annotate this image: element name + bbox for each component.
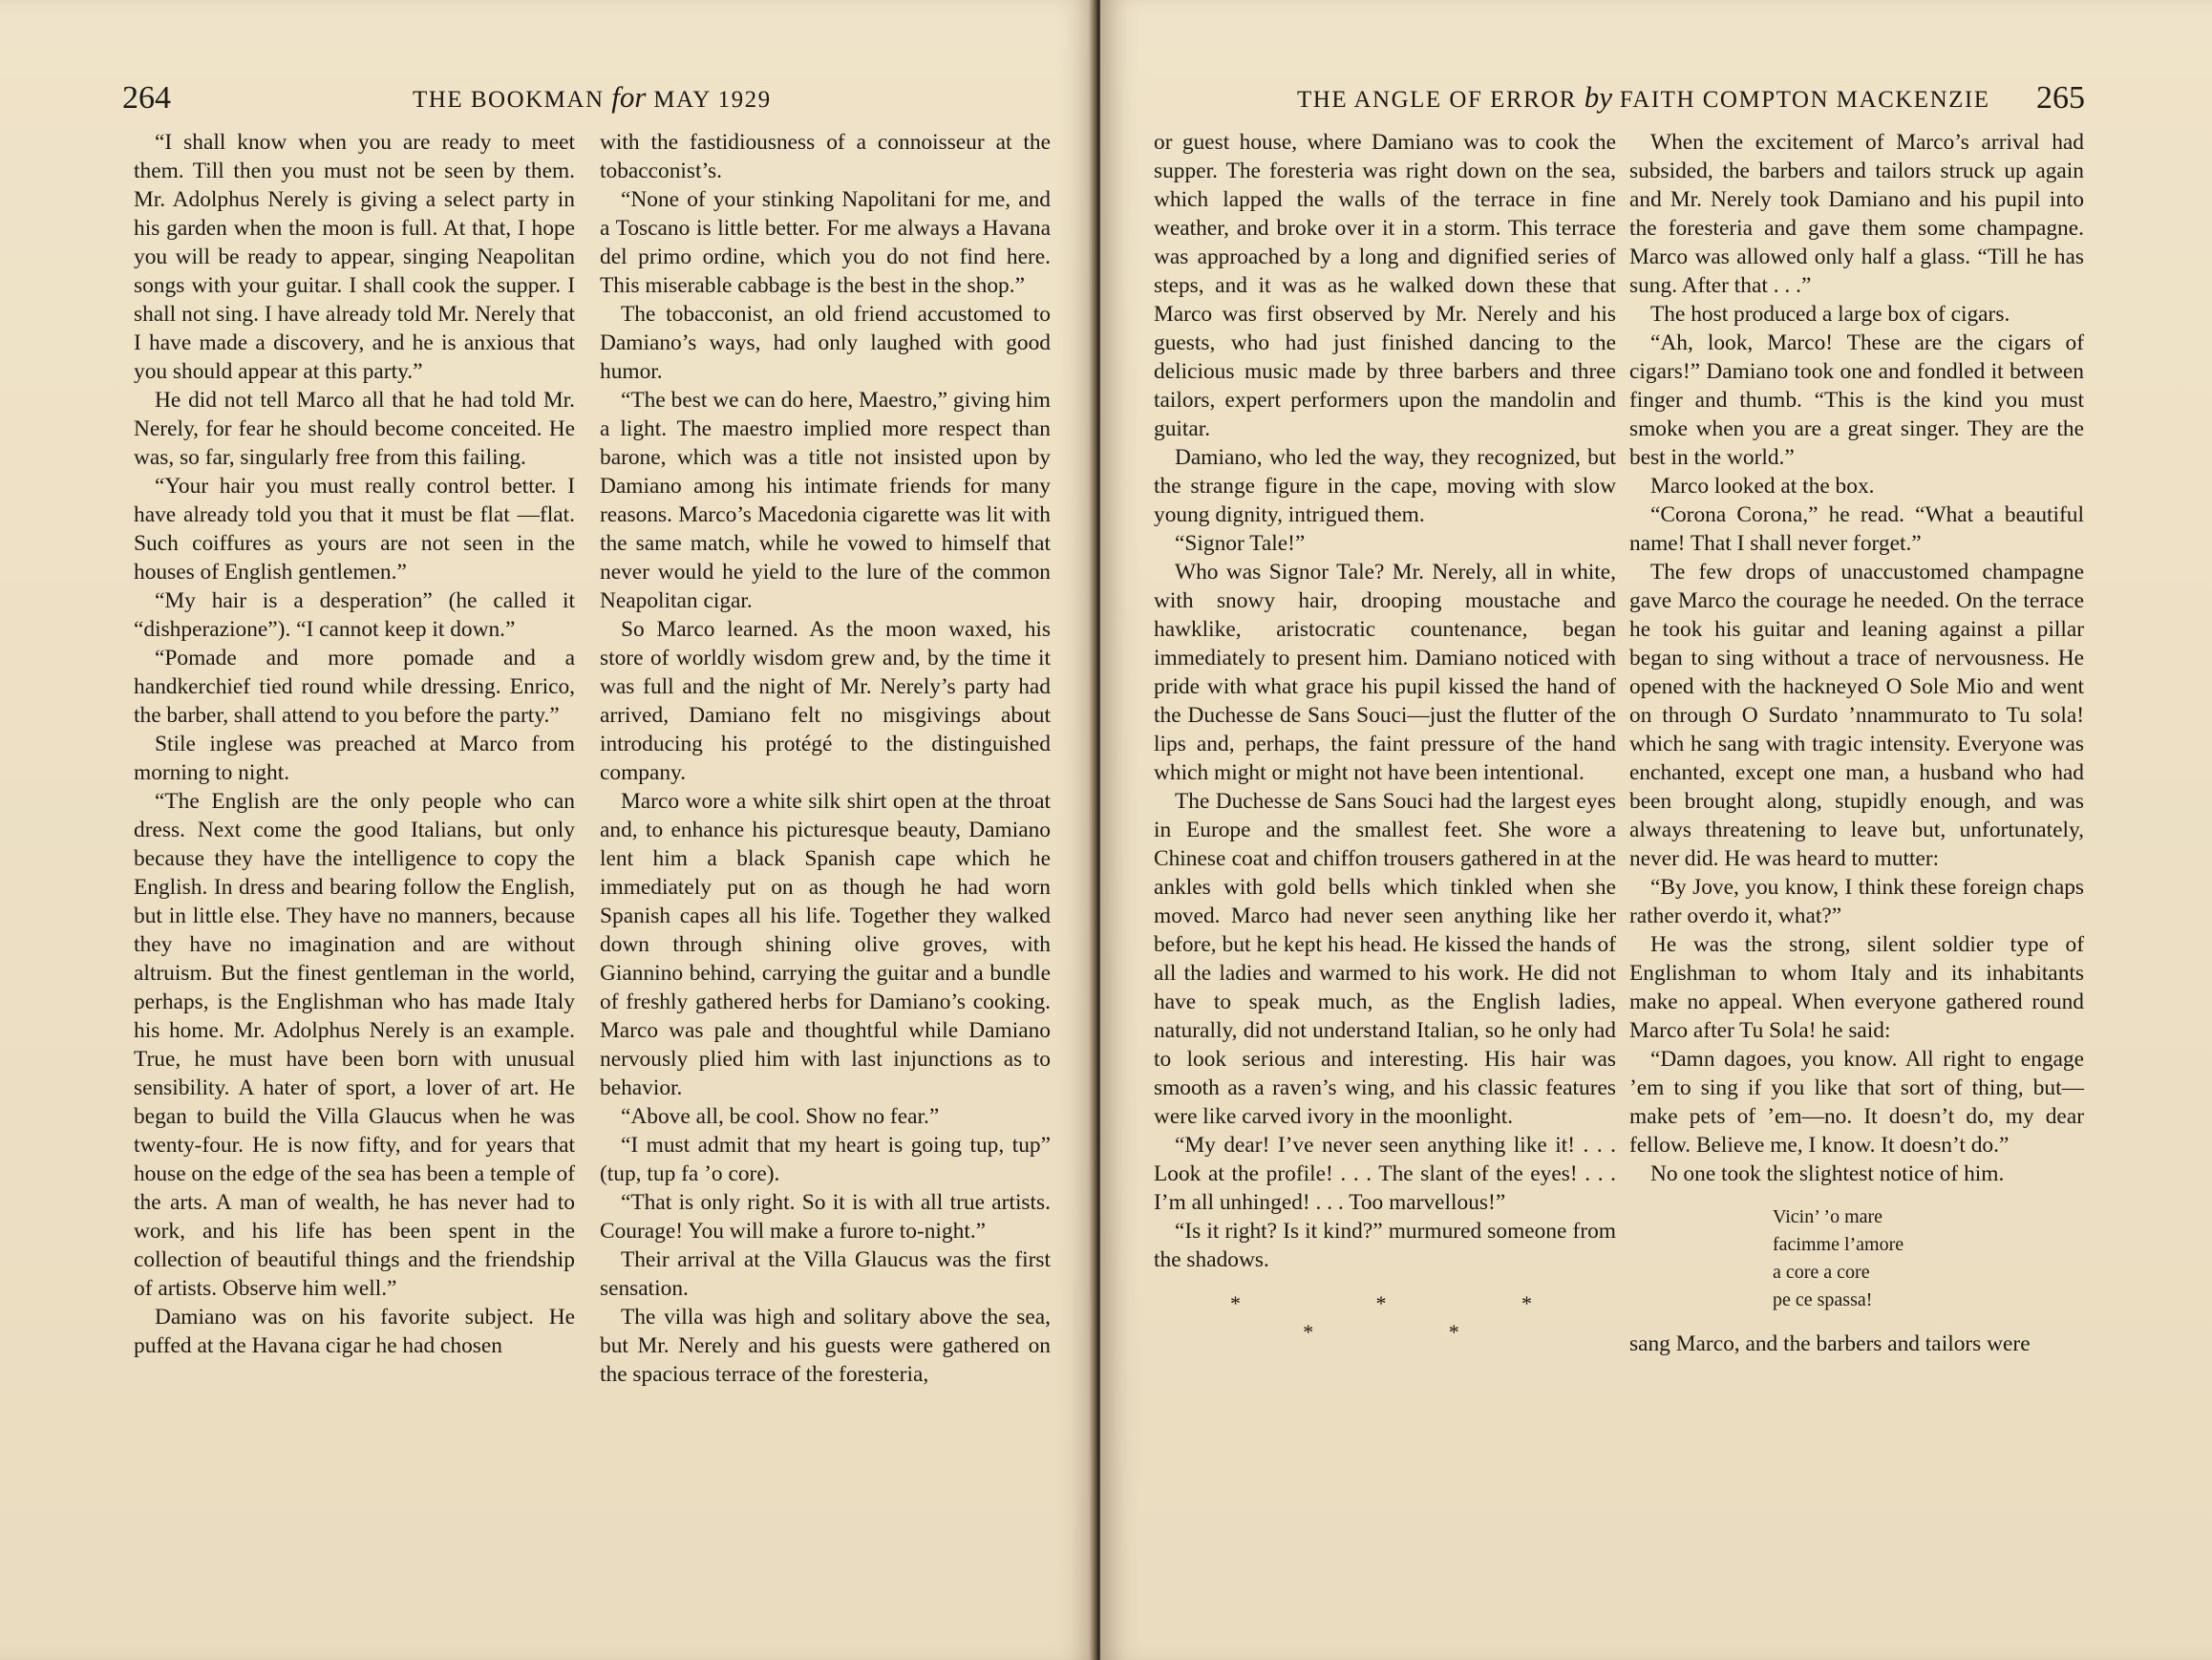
paragraph: “I shall know when you are ready to meet them. Till then you must not be seen by them. Mr. Adolphus Nerely is giving a select party in his garden when the moon is full. At that, I hope you will be ready to appear, singing Neapolitan songs with your guitar. I shall cook the supper. I shall not sing. I have already told Mr. Nerely that I have made a discovery, and he is anxious that you should appear at this party.”	[134, 130, 575, 384]
page-number-right	[2036, 80, 2085, 117]
paragraph: or guest house, where Damiano was to cook the supper. The foresteria was right down on the sea, which lapped the walls of the terrace in fine weather, and broke over it in a storm. This terrace was approached by a long and dignified series of steps, and it was as he walked down these that Marco was first observed by Mr. Nerely and his guests, who had just finished dancing to the delicious music made by three barbers and three tailors, expert performers upon the mandolin and guitar.	[1154, 130, 1616, 441]
paragraph: “The English are the only people who can dress. Next come the good Italians, but only because they have the intelligence to copy the English. In dress and bearing follow the English, but in little else. They have no manners, because they have no imagination and are without altruism. But the finest gentleman in the world, perhaps, is the Englishman who has made Italy his home. Mr. Adolphus Nerely is an example. True, he must have been born with unusual sensibility. A hater of sport, a lover of art. He began to build the Villa Glaucus when he was twenty-four. He is now fifty, and for years that house on the edge of the sea has been a temple of the arts. A man of wealth, he has never had to work, and his life has been spent in the collection of beautiful things and the friendship of artists. Observe him well.”	[134, 789, 575, 1301]
paragraph: “Ah, look, Marco! These are the cigars of cigars!” Damiano took one and fondled it between finger and thumb. “This is the kind you must smoke when you are a great singer. They are the best in the world.”	[1629, 330, 2084, 470]
page-number: 264	[122, 80, 171, 116]
page-number: 265	[2036, 80, 2085, 116]
paragraph: “Your hair you must really control better. I have already told you that it must be flat —flat. Such coiffures as yours are not seen in the houses of English gentlemen.”	[134, 474, 575, 585]
paragraph: So Marco learned. As the moon waxed, his store of worldly wisdom grew and, by the time it was full and the night of Mr. Nerely’s party had arrived, Damiano felt no misgivings about introducing his protégé to the distinguished company.	[600, 617, 1051, 785]
paragraph: “That is only right. So it is with all true artists. Courage! You will make a furore to-night.”	[600, 1190, 1051, 1244]
paragraph: “Pomade and more pomade and a handkerchief tied round while dressing. Enrico, the barber, shall attend to you before the party.”	[134, 646, 575, 728]
right-page	[1100, 0, 2212, 1660]
paragraph: When the excitement of Marco’s arrival had subsided, the barbers and tailors struck up again and Mr. Nerely took Damiano and his pupil into the foresteria and gave them some champagne. Marco was allowed only half a glass. “Till he has sung. After that . . .”	[1629, 130, 2084, 298]
running-head-journal: THE BOOKMAN	[413, 87, 605, 113]
running-head-left	[413, 80, 772, 115]
paragraph: The villa was high and solitary above the sea, but Mr. Nerely and his guests were gathered on the spacious terrace of the foresteria,	[600, 1305, 1051, 1387]
paragraph: Damiano, who led the way, they recognized, but the strange figure in the cape, moving with slow young dignity, intrigued them.	[1154, 445, 1616, 527]
paragraph: Stile inglese was preached at Marco from morning to night.	[134, 732, 575, 785]
paragraph: “Damn dagoes, you know. All right to engage ’em to sing if you like that sort of thing, but—make pets of ’em—no. It doesn’t do, my dear fellow. Believe me, I know. It doesn’t do.”	[1629, 1047, 2084, 1158]
left-page	[0, 0, 1096, 1660]
paragraph: “The best we can do here, Maestro,” giving him a light. The maestro implied more respect than barone, which was a title not insisted upon by Damiano among his intimate friends for many reasons. Marco’s Macedonia cigarette was lit with the same match, while he vowed to himself that never would he yield to the lure of the common Neapolitan cigar.	[600, 388, 1051, 613]
running-head-title: THE ANGLE OF ERROR	[1297, 87, 1577, 113]
left-column-2	[600, 128, 1051, 1389]
paragraph: “None of your stinking Napolitani for me, and a Toscano is little better. For me always a Havana del primo ordine, which you do not find here. This miserable cabbage is the best in the shop.”	[600, 187, 1051, 298]
running-head-date: MAY 1929	[653, 87, 772, 113]
verse-line: a core a core	[1773, 1262, 1870, 1283]
running-head-for: for	[611, 80, 647, 114]
verse-line: Vicin’ ’o mare	[1773, 1206, 1883, 1227]
paragraph: “Above all, be cool. Show no fear.”	[621, 1104, 940, 1129]
section-break: * * * * *	[1230, 1291, 1597, 1344]
paragraph: “By Jove, you know, I think these foreign chaps rather overdo it, what?”	[1629, 875, 2084, 928]
paragraph: Their arrival at the Villa Glaucus was the first sensation.	[600, 1247, 1051, 1301]
paragraph: Who was Signor Tale? Mr. Nerely, all in white, with snowy hair, drooping moustache and hawklike, aristocratic countenance, began immediately to present him. Damiano noticed with pride with what grace his pupil kissed the hand of the Duchesse de Sans Souci—just the flutter of the lips and, perhaps, the faint pressure of the hand which might or might not have been intentional.	[1154, 560, 1616, 785]
paragraph: with the fastidiousness of a connoisseur at the tobacconist’s.	[600, 130, 1051, 183]
paragraph: The Duchesse de Sans Souci had the largest eyes in Europe and the smallest feet. She wore a Chinese coat and chiffon trousers gathered in at the ankles with gold bells which tinkled when she moved. Marco had never seen anything like her before, but he kept his head. He kissed the hands of all the ladies and warmed to his work. He did not have to speak much, as the English ladies, naturally, did not understand Italian, so he only had to look serious and interesting. His hair was smooth as a raven’s wing, and his classic features were like carved ivory in the moonlight.	[1154, 789, 1616, 1129]
paragraph: “My dear! I’ve never seen anything like it! . . . Look at the profile! . . . The slant of the eyes! . . . I’m all unhinged! . . . Too marvellous!”	[1154, 1133, 1616, 1215]
paragraph: Damiano was on his favorite subject. He puffed at the Havana cigar he had chosen	[134, 1305, 575, 1358]
paragraph: “I must admit that my heart is going tup, tup” (tup, tup fa ’o core).	[600, 1133, 1051, 1186]
left-column-1	[134, 128, 575, 1360]
paragraph: The host produced a large box of cigars.	[1650, 302, 2010, 327]
paragraph: He was the strong, silent soldier type of Englishman to whom Italy and its inhabitants make no appeal. When everyone gathered round Marco after Tu Sola! he said:	[1629, 932, 2084, 1043]
running-head-right	[1297, 80, 1990, 115]
paragraph: sang Marco, and the barbers and tailors were	[1629, 1331, 2031, 1356]
verse-line: facimme l’amore	[1773, 1234, 1904, 1255]
song-verse	[1773, 1203, 2084, 1314]
right-column-1	[1154, 128, 1616, 1347]
page-number-left	[122, 80, 171, 117]
right-column-2	[1629, 128, 2084, 1358]
paragraph: The few drops of unaccustomed champagne gave Marco the courage he needed. On the terrace he took his guitar and leaning against a pillar began to sing without a trace of nervousness. He opened with the hackneyed O Sole Mio and went on through O Surdato ’nnammurato to Tu sola! which he sang with tragic intensity. Everyone was enchanted, except one man, a husband who had been brought along, stupidly enough, and was always threatening to leave but, unfortunately, never did. He was heard to mutter:	[1629, 560, 2084, 871]
paragraph: No one took the slightest notice of him.	[1650, 1161, 2005, 1186]
running-head-by: by	[1584, 80, 1612, 114]
paragraph: “My hair is a desperation” (he called it “dishperazione”). “I cannot keep it down.”	[134, 588, 575, 642]
running-head-author: FAITH COMPTON MACKENZIE	[1619, 87, 1990, 113]
paragraph: “Corona Corona,” he read. “What a beautiful name! That I shall never forget.”	[1629, 502, 2084, 556]
paragraph: He did not tell Marco all that he had told Mr. Nerely, for fear he should become conceited. He was, so far, singularly free from this failing.	[134, 388, 575, 470]
paragraph: Marco looked at the box.	[1650, 474, 1875, 499]
paragraph: “Is it right? Is it kind?” murmured someone from the shadows.	[1154, 1219, 1616, 1272]
verse-line: pe ce spassa!	[1773, 1289, 1873, 1310]
paragraph: The tobacconist, an old friend accustomed to Damiano’s ways, had only laughed with good humor.	[600, 302, 1051, 384]
paragraph: “Signor Tale!”	[1175, 531, 1306, 556]
paragraph: Marco wore a white silk shirt open at the throat and, to enhance his picturesque beauty, Damiano lent him a black Spanish cape which he immediately put on as though he had worn Spanish capes all his life. Together they walked down through shining olive groves, with Giannino behind, carrying the guitar and a bundle of freshly gathered herbs for Damiano’s cooking. Marco was pale and thoughtful while Damiano nervously plied him with last injunctions as to behavior.	[600, 789, 1051, 1100]
